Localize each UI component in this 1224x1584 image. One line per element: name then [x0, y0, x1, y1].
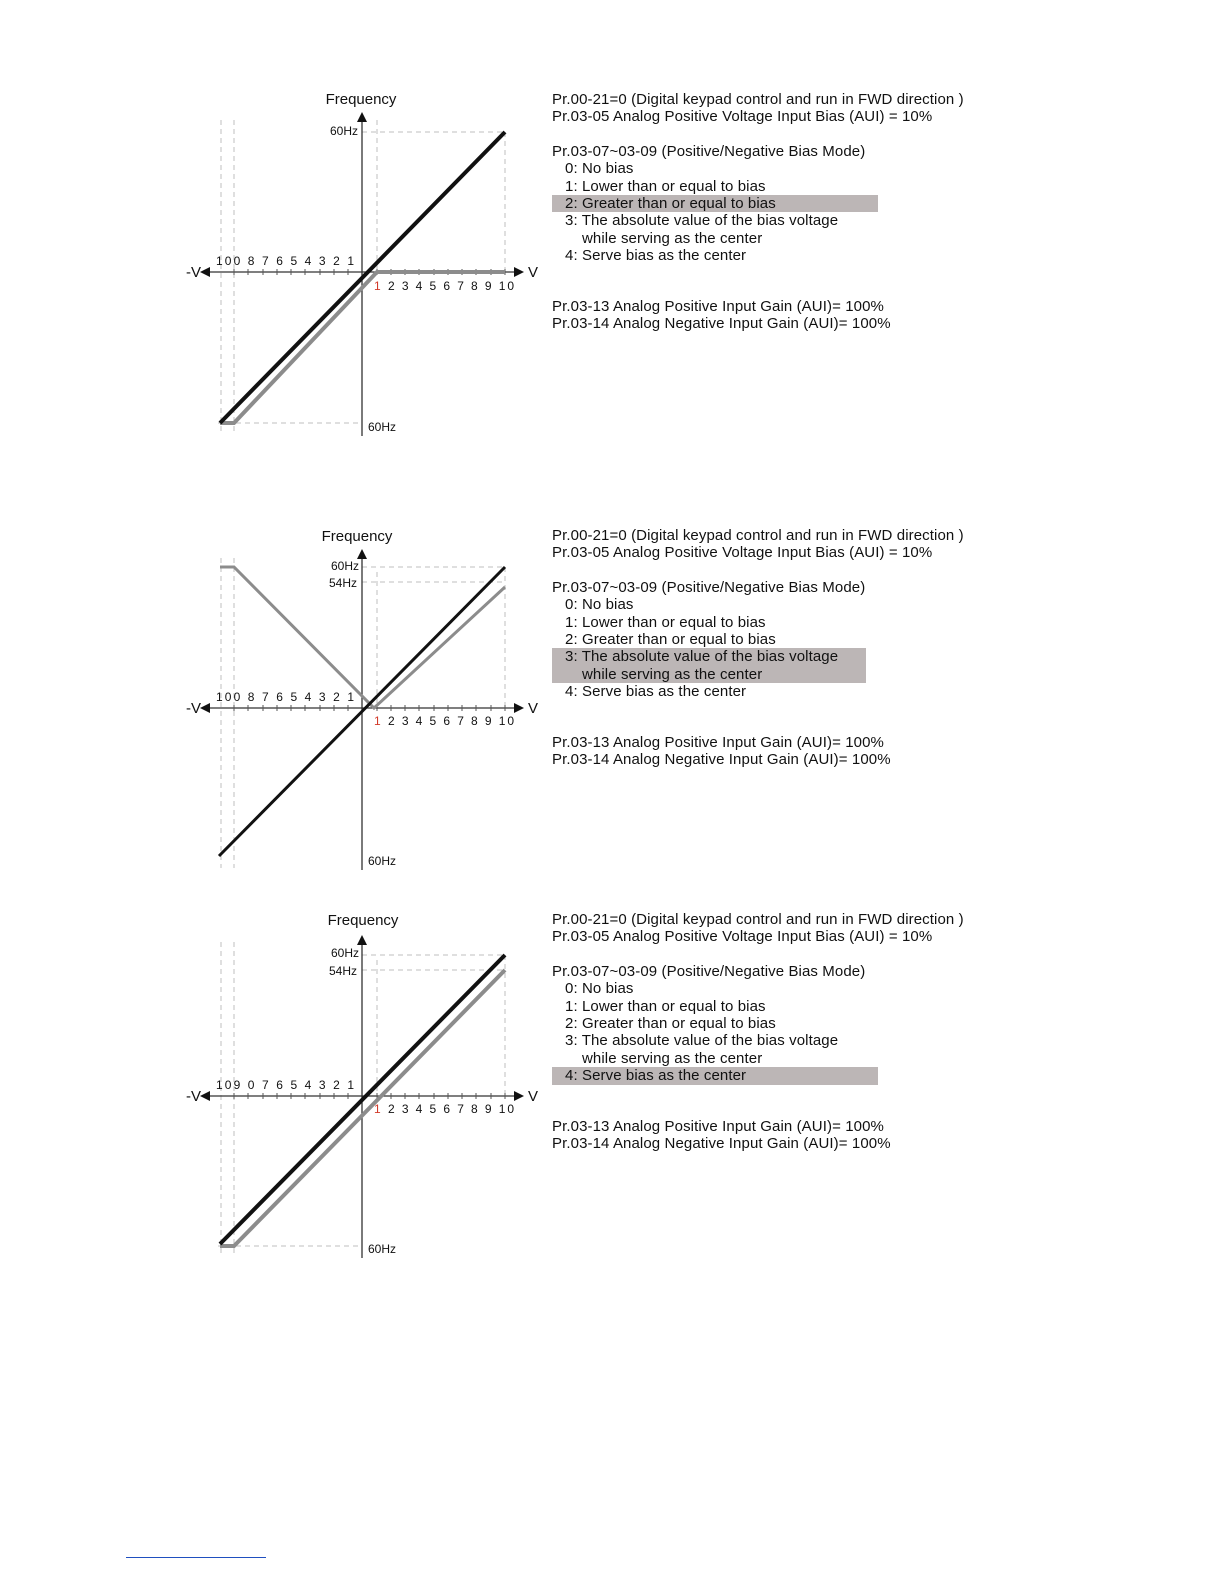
mode-3-continued: while serving as the center	[582, 229, 763, 247]
param-line-bias-mode: Pr.03-07~03-09 (Positive/Negative Bias Mode)	[552, 962, 866, 980]
mode-1: 1: Lower than or equal to bias	[565, 177, 766, 195]
neg-axis-label: -V	[186, 1088, 201, 1105]
mode-1: 1: Lower than or equal to bias	[565, 997, 766, 1015]
param-line-03-14: Pr.03-14 Analog Negative Input Gain (AUI)= 100%	[552, 751, 891, 769]
param-line-03-13: Pr.03-13 Analog Positive Input Gain (AUI)= 100%	[552, 297, 884, 315]
footnote-separator	[126, 1557, 266, 1558]
mode-4-highlighted: 4: Serve bias as the center	[552, 1067, 1022, 1084]
neg-tick-labels: 100 8 7 6 5 4 3 2 1	[216, 690, 354, 704]
axis-title: Frequency	[325, 91, 397, 108]
parameter-description-1	[552, 91, 1022, 332]
mode-0: 0: No bias	[565, 596, 634, 614]
pos-axis-arrow-icon	[514, 1091, 524, 1101]
pos-tick-first-red: 1	[374, 279, 381, 293]
label-54hz: 54Hz	[328, 964, 357, 978]
pos-tick-labels: 2 3 4 5 6 7 8 9 10	[388, 1102, 514, 1116]
label-54hz: 54Hz	[328, 576, 357, 590]
y-axis-arrow-icon	[357, 935, 367, 945]
pos-tick-first-red: 1	[374, 1102, 381, 1116]
pos-tick-first-red: 1	[374, 714, 381, 728]
label-60hz-bottom: 60Hz	[368, 420, 397, 434]
neg-axis-label: -V	[186, 264, 201, 281]
param-line-00-21: Pr.00-21=0 (Digital keypad control and run in FWD direction )	[552, 91, 964, 108]
mode-4: 4: Serve bias as the center	[565, 683, 747, 701]
mode-2-highlighted: 2: Greater than or equal to bias	[552, 195, 1022, 212]
param-line-bias-mode: Pr.03-07~03-09 (Positive/Negative Bias Mode)	[552, 142, 866, 160]
mode-3: 3: The absolute value of the bias voltage	[565, 212, 839, 230]
label-60hz-bottom: 60Hz	[368, 854, 397, 868]
parameter-description-3	[552, 911, 1022, 1152]
mode-1: 1: Lower than or equal to bias	[565, 613, 766, 631]
label-60hz-top: 60Hz	[330, 946, 359, 960]
param-line-03-05: Pr.03-05 Analog Positive Voltage Input Bias (AUI) = 10%	[552, 928, 933, 946]
mode-4: 4: Serve bias as the center	[565, 247, 747, 265]
pos-tick-labels: 2 3 4 5 6 7 8 9 10	[388, 279, 514, 293]
label-60hz-top: 60Hz	[329, 124, 358, 138]
param-line-00-21: Pr.00-21=0 (Digital keypad control and run in FWD direction )	[552, 527, 964, 544]
label-60hz-bottom: 60Hz	[368, 1242, 397, 1256]
mode-0: 0: No bias	[565, 160, 634, 178]
neg-tick-labels: 100 8 7 6 5 4 3 2 1	[216, 254, 354, 268]
pos-axis-label: V	[528, 1088, 539, 1105]
mode-2: 2: Greater than or equal to bias	[565, 1015, 776, 1033]
mode-2: 2: Greater than or equal to bias	[565, 631, 776, 649]
label-60hz-top: 60Hz	[330, 559, 359, 573]
param-line-03-13: Pr.03-13 Analog Positive Input Gain (AUI)= 100%	[552, 733, 884, 751]
parameter-description-2	[552, 527, 1022, 768]
axis-title: Frequency	[321, 528, 393, 545]
param-line-03-13: Pr.03-13 Analog Positive Input Gain (AUI)= 100%	[552, 1117, 884, 1135]
neg-tick-labels: 109 0 7 6 5 4 3 2 1	[216, 1078, 354, 1092]
param-line-bias-mode: Pr.03-07~03-09 (Positive/Negative Bias Mode)	[552, 578, 866, 596]
pos-axis-label: V	[528, 264, 539, 281]
axis-title: Frequency	[327, 912, 399, 929]
param-line-00-21: Pr.00-21=0 (Digital keypad control and run in FWD direction )	[552, 911, 964, 928]
param-line-03-05: Pr.03-05 Analog Positive Voltage Input Bias (AUI) = 10%	[552, 108, 933, 126]
mode-3: 3: The absolute value of the bias voltage	[565, 1032, 839, 1050]
mode-3-highlighted: 3: The absolute value of the bias voltage while serving as the center	[552, 648, 866, 683]
param-line-03-05: Pr.03-05 Analog Positive Voltage Input Bias (AUI) = 10%	[552, 544, 933, 562]
param-line-03-14: Pr.03-14 Analog Negative Input Gain (AUI)= 100%	[552, 315, 891, 333]
neg-axis-label: -V	[186, 700, 201, 717]
param-line-03-14: Pr.03-14 Analog Negative Input Gain (AUI)= 100%	[552, 1135, 891, 1153]
neg-axis-arrow-icon	[200, 1091, 210, 1101]
bias-graph-3	[0, 0, 560, 1270]
mode-0: 0: No bias	[565, 980, 634, 998]
pos-tick-labels: 2 3 4 5 6 7 8 9 10	[388, 714, 514, 728]
mode-3-continued: while serving as the center	[582, 1049, 763, 1067]
pos-axis-label: V	[528, 700, 539, 717]
